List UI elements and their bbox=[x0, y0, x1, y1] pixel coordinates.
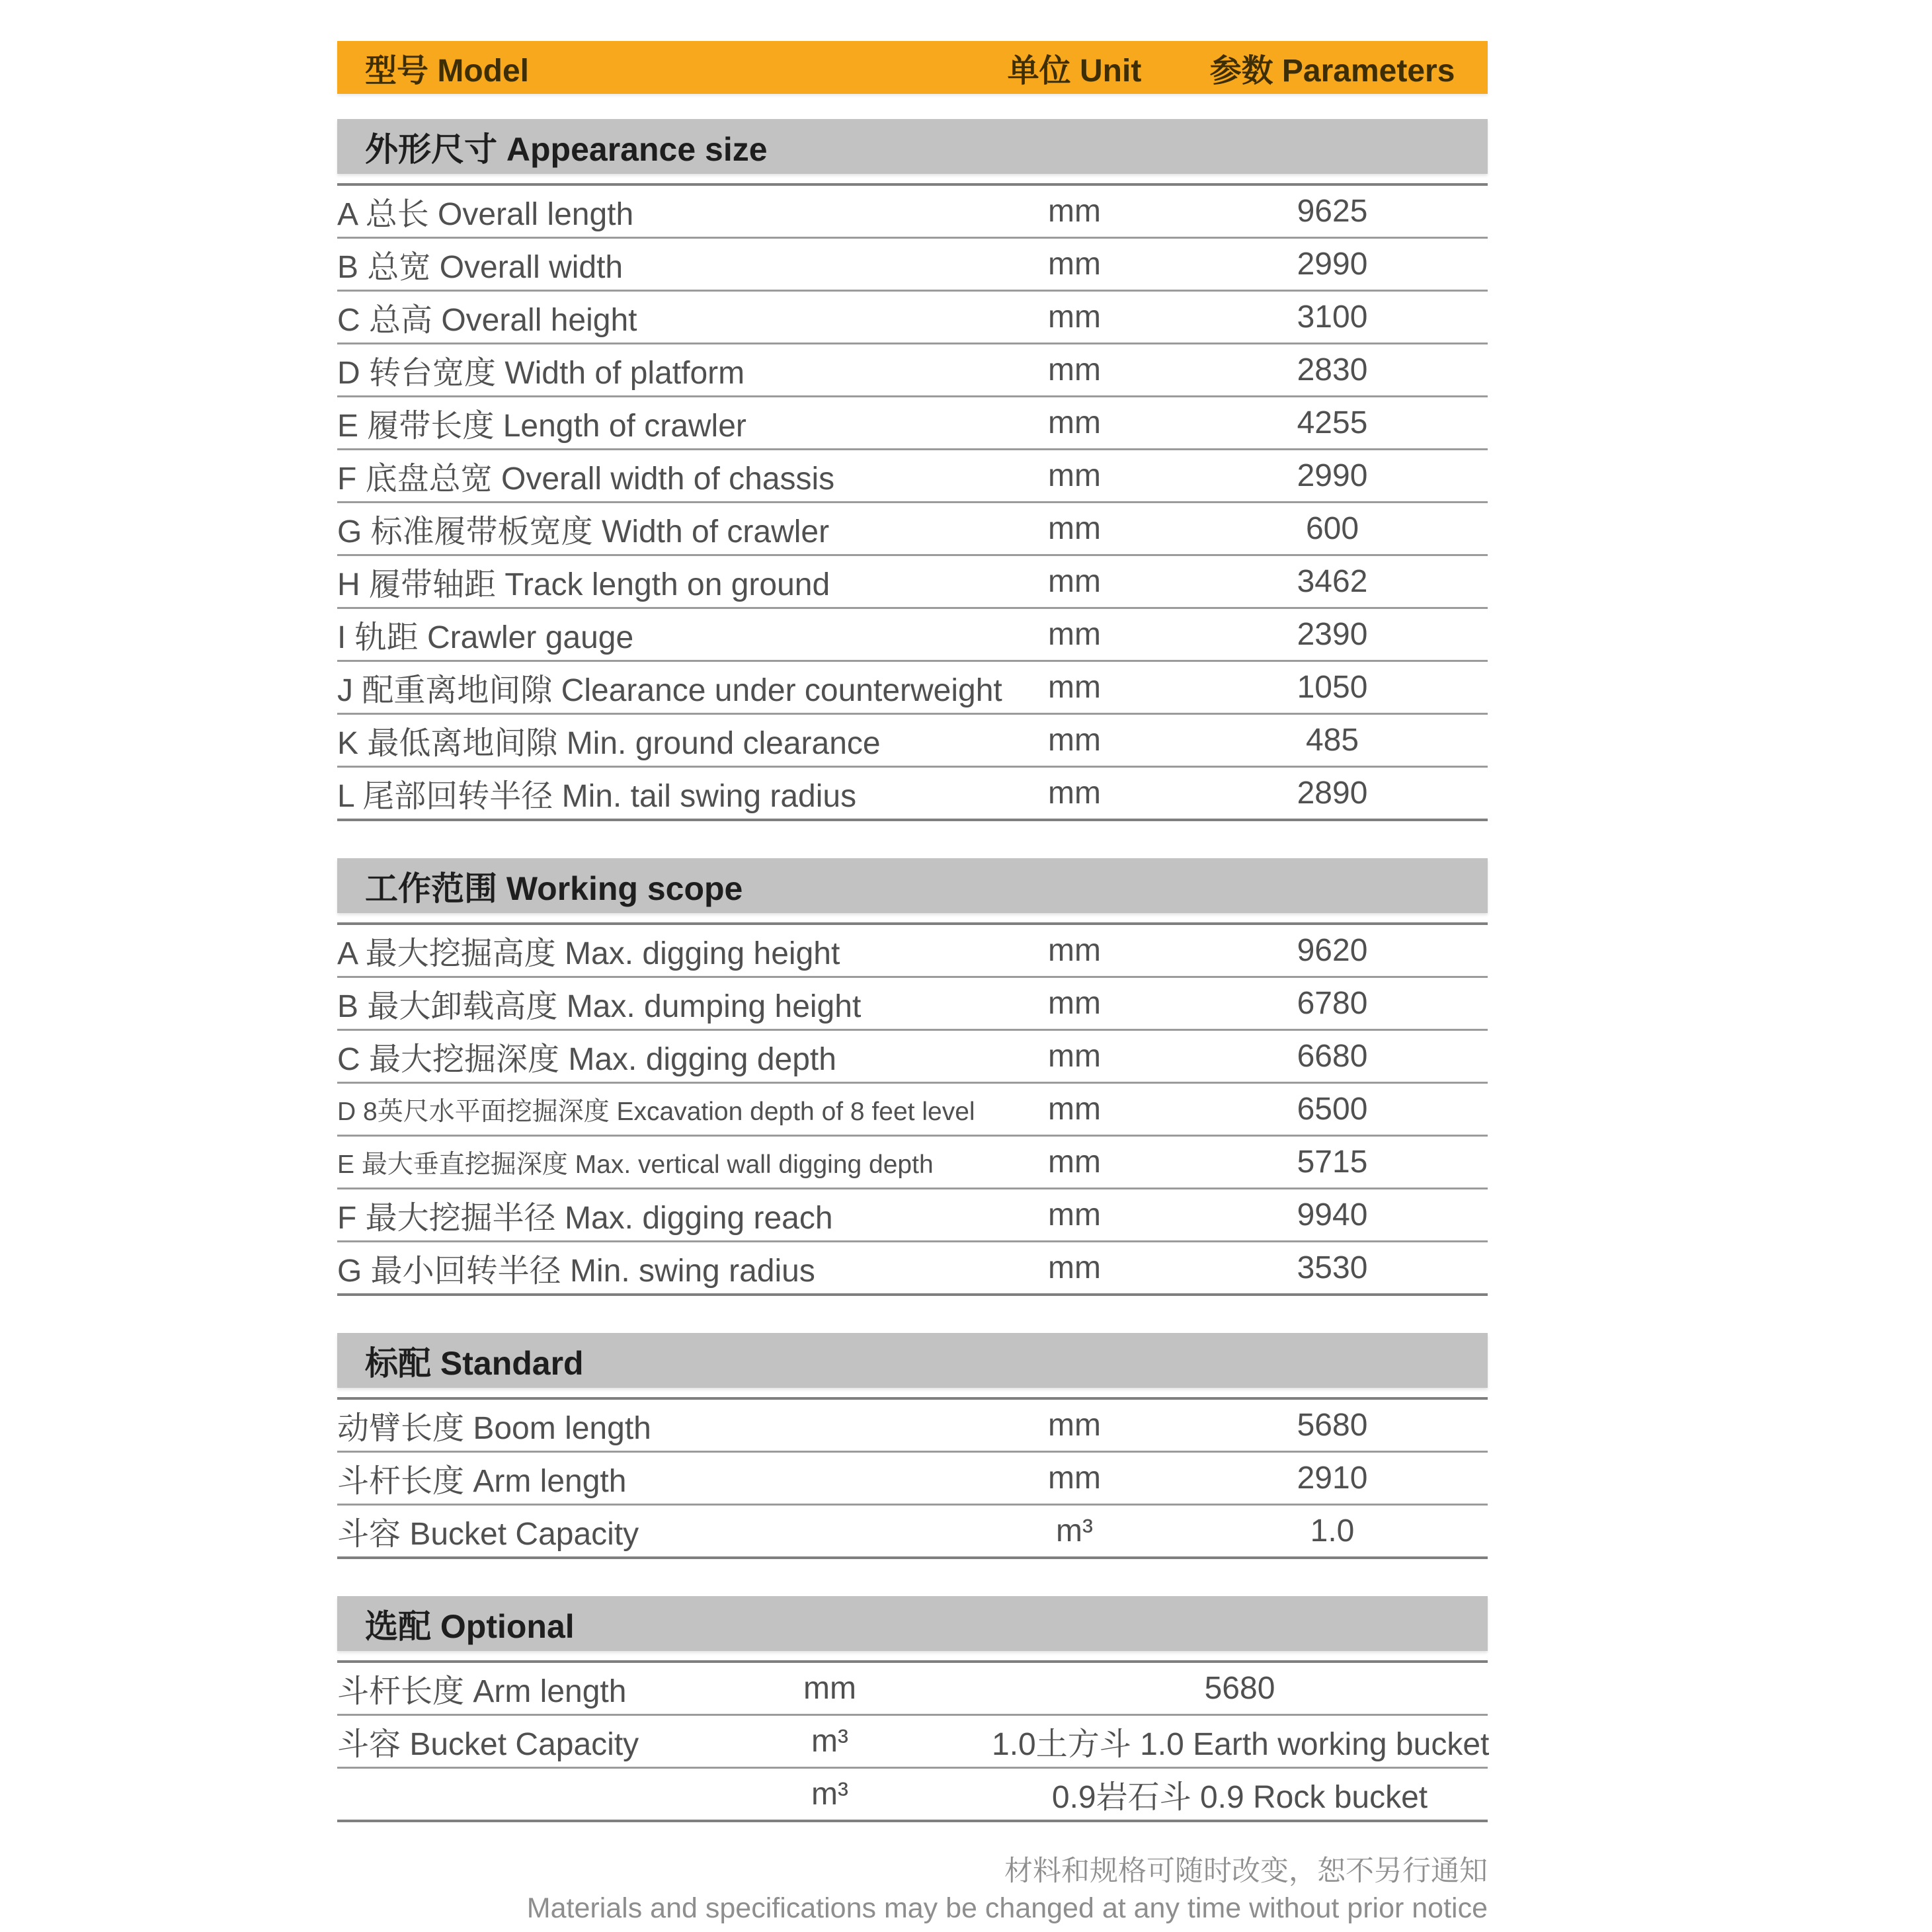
row-unit: mm bbox=[1048, 723, 1101, 758]
row-value: 6680 bbox=[1297, 1039, 1368, 1074]
disclaimer-line-zh: 材料和规格可随时改变，恕不另行通知 bbox=[1004, 1855, 1488, 1887]
row-unit: mm bbox=[1048, 933, 1101, 968]
section bbox=[337, 1333, 1488, 1559]
row-label: D 8英尺水平面挖掘深度 Excavation depth of 8 feet level bbox=[337, 1097, 975, 1126]
row-unit: mm bbox=[1048, 1250, 1101, 1285]
row-label: A 最大挖掘高度 Max. digging height bbox=[337, 936, 840, 971]
row-label: 斗容 Bucket Capacity bbox=[337, 1517, 639, 1552]
table-row bbox=[337, 450, 1488, 503]
table-header-bar bbox=[337, 41, 1488, 94]
disclaimer-footer bbox=[527, 1853, 1488, 1927]
row-unit: mm bbox=[1048, 1145, 1101, 1180]
section bbox=[337, 119, 1488, 821]
row-label: I 轨距 Crawler gauge bbox=[337, 620, 634, 655]
table-row bbox=[337, 925, 1488, 978]
table-row bbox=[337, 662, 1488, 715]
section-title-bar bbox=[337, 119, 1488, 174]
row-value: 6500 bbox=[1297, 1092, 1368, 1127]
row-value: 3462 bbox=[1297, 564, 1368, 599]
row-value: 1.0 bbox=[1310, 1513, 1355, 1549]
table-row bbox=[337, 344, 1488, 397]
row-label: C 总高 Overall height bbox=[337, 303, 637, 338]
row-value: 5680 bbox=[1204, 1671, 1275, 1706]
row-unit: mm bbox=[1048, 300, 1101, 335]
row-label: 斗杆长度 Arm length bbox=[337, 1674, 627, 1709]
row-label: G 最小回转半径 Min. swing radius bbox=[337, 1254, 815, 1289]
row-unit: mm bbox=[1048, 352, 1101, 387]
row-label: 斗容 Bucket Capacity bbox=[337, 1727, 639, 1762]
row-label: 动臂长度 Boom length bbox=[337, 1411, 651, 1446]
sections-container bbox=[337, 119, 1488, 1822]
row-value: 9625 bbox=[1297, 194, 1368, 229]
header-model-label: 型号 Model bbox=[365, 53, 529, 89]
row-value: 2890 bbox=[1297, 776, 1368, 811]
row-label: G 标准履带板宽度 Width of crawler bbox=[337, 514, 830, 549]
table-row bbox=[337, 1663, 1488, 1716]
table-row bbox=[337, 186, 1488, 239]
row-unit: mm bbox=[1048, 1408, 1101, 1443]
table-row bbox=[337, 397, 1488, 450]
row-value: 6780 bbox=[1297, 986, 1368, 1021]
disclaimer-line-en: Materials and specifications may be changed at any time without prior notice bbox=[526, 1892, 1488, 1924]
row-unit: mm bbox=[1048, 1461, 1101, 1496]
row-value: 1050 bbox=[1297, 670, 1368, 705]
row-unit: m³ bbox=[811, 1724, 848, 1759]
row-value: 600 bbox=[1305, 511, 1359, 546]
row-value: 4255 bbox=[1297, 405, 1368, 440]
table-row bbox=[337, 609, 1488, 662]
row-value: 3530 bbox=[1297, 1250, 1368, 1285]
row-unit: mm bbox=[1048, 986, 1101, 1021]
table-row bbox=[337, 503, 1488, 556]
row-label: C 最大挖掘深度 Max. digging depth bbox=[337, 1042, 836, 1077]
header-parameters-label: 参数 Parameters bbox=[1209, 53, 1455, 89]
row-unit: m³ bbox=[1056, 1513, 1093, 1549]
table-row bbox=[337, 978, 1488, 1031]
section-title: 工作范围 Working scope bbox=[365, 869, 743, 907]
row-value: 2910 bbox=[1297, 1461, 1368, 1496]
row-label: D 转台宽度 Width of platform bbox=[337, 356, 745, 391]
table-row bbox=[337, 1242, 1488, 1296]
row-value: 2990 bbox=[1297, 458, 1368, 493]
row-value: 5715 bbox=[1297, 1145, 1368, 1180]
section-title-bar bbox=[337, 858, 1488, 913]
row-unit: m³ bbox=[811, 1777, 848, 1812]
row-unit: mm bbox=[1048, 194, 1101, 229]
row-unit: mm bbox=[1048, 1039, 1101, 1074]
row-label: J 配重离地间隙 Clearance under counterweight bbox=[337, 673, 1002, 708]
row-unit: mm bbox=[1048, 1092, 1101, 1127]
row-value: 5680 bbox=[1297, 1408, 1368, 1443]
section bbox=[337, 1596, 1488, 1822]
row-unit: mm bbox=[1048, 776, 1101, 811]
table-row bbox=[337, 1137, 1488, 1189]
row-unit: mm bbox=[1048, 1197, 1101, 1232]
table-row bbox=[337, 1769, 1488, 1822]
table-row bbox=[337, 292, 1488, 344]
table-row bbox=[337, 1084, 1488, 1137]
row-value: 485 bbox=[1305, 723, 1359, 758]
table-row bbox=[337, 1189, 1488, 1242]
section-title: 标配 Standard bbox=[365, 1344, 584, 1382]
table-row bbox=[337, 768, 1488, 821]
row-value: 3100 bbox=[1297, 300, 1368, 335]
row-value: 9940 bbox=[1297, 1197, 1368, 1232]
row-label: E 履带长度 Length of crawler bbox=[337, 409, 746, 444]
row-unit: mm bbox=[1048, 564, 1101, 599]
row-unit: mm bbox=[803, 1671, 856, 1706]
row-value: 0.9岩石斗 0.9 Rock bucket bbox=[1051, 1780, 1428, 1815]
table-row bbox=[337, 1506, 1488, 1559]
section-rows bbox=[337, 1397, 1488, 1559]
section-rows bbox=[337, 922, 1488, 1296]
section-title-bar bbox=[337, 1333, 1488, 1388]
row-value: 1.0土方斗 1.0 Earth working bucket bbox=[992, 1727, 1490, 1762]
row-label: 斗杆长度 Arm length bbox=[337, 1464, 627, 1499]
table-row bbox=[337, 1400, 1488, 1453]
row-label: K 最低离地间隙 Min. ground clearance bbox=[337, 726, 881, 761]
section-rows bbox=[337, 183, 1488, 821]
row-label: F 最大挖掘半径 Max. digging reach bbox=[337, 1201, 833, 1236]
row-value: 2390 bbox=[1297, 617, 1368, 652]
section bbox=[337, 858, 1488, 1296]
table-row bbox=[337, 715, 1488, 768]
section-title: 外形尺寸 Appearance size bbox=[365, 130, 768, 168]
spec-table bbox=[337, 41, 1488, 1822]
row-label: B 最大卸载高度 Max. dumping height bbox=[337, 989, 862, 1024]
row-label: H 履带轴距 Track length on ground bbox=[337, 567, 830, 602]
row-value: 2990 bbox=[1297, 247, 1368, 282]
row-unit: mm bbox=[1048, 405, 1101, 440]
section-rows bbox=[337, 1660, 1488, 1822]
table-row bbox=[337, 556, 1488, 609]
row-unit: mm bbox=[1048, 617, 1101, 652]
row-label: L 尾部回转半径 Min. tail swing radius bbox=[337, 779, 857, 814]
row-unit: mm bbox=[1048, 247, 1101, 282]
header-unit-label: 单位 Unit bbox=[1007, 53, 1142, 89]
row-label: E 最大垂直挖掘深度 Max. vertical wall digging depth bbox=[337, 1150, 934, 1179]
section-title-bar bbox=[337, 1596, 1488, 1651]
row-unit: mm bbox=[1048, 511, 1101, 546]
row-unit: mm bbox=[1048, 670, 1101, 705]
row-label: A 总长 Overall length bbox=[337, 197, 634, 232]
table-row bbox=[337, 239, 1488, 292]
row-unit: mm bbox=[1048, 458, 1101, 493]
row-label: B 总宽 Overall width bbox=[337, 250, 624, 285]
section-title: 选配 Optional bbox=[365, 1607, 575, 1645]
table-row bbox=[337, 1031, 1488, 1084]
table-row bbox=[337, 1453, 1488, 1506]
row-value: 9620 bbox=[1297, 933, 1368, 968]
row-label: F 底盘总宽 Overall width of chassis bbox=[337, 462, 835, 497]
table-row bbox=[337, 1716, 1488, 1769]
row-value: 2830 bbox=[1297, 352, 1368, 387]
